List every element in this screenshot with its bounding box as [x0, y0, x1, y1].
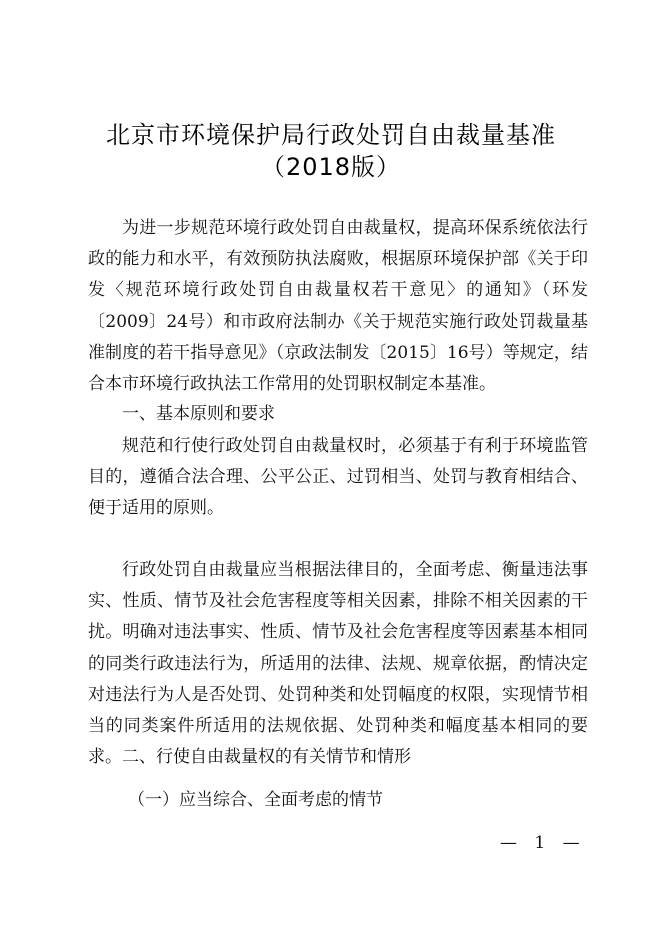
principles-paragraph-2: 行政处罚自由裁量应当根据法律目的，全面考虑、衡量违法事实、性质、情节及社会危害程度等相关因素，排除不相关因素的干扰。明确对违法事实、性质、情节及社会危害程度等因素基本相同的同类行政违法行为，所适用的法律、法规、规章依据，酌情决定对违法行为人是否处罚、处罚种类和处罚幅度的权限，实现情节相当的同类案件所适用的法规依据、处罚种类和幅度基本相同的要求。	[88, 560, 588, 768]
section-heading-principles: 一、基本原则和要求	[122, 404, 275, 424]
principles-paragraph-1: 规范和行使行政处罚自由裁量权时，必须基于有利于环境监管目的，遵循合法合理、公平公正、过罚相当、处罚与教育相结合、便于适用的原则。	[88, 436, 588, 519]
subsection-heading-1: （一）应当综合、全面考虑的情节	[128, 790, 383, 810]
intro-paragraph: 为进一步规范环境行政处罚自由裁量权，提高环保系统依法行政的能力和水平，有效预防执法腐败，根据原环境保护部《关于印发〈规范环境行政处罚自由裁量权若干意见〉的通知》（环发〔2009〕24号）和市政府法制办《关于规范实施行政处罚裁量基准制度的若干指导意见》（京政法制发〔2015〕16号）等规定，结合本市环境行政执法工作常用的处罚职权制定本基准。	[88, 218, 588, 395]
document-title: 北京市环境保护局行政处罚自由裁量基准	[106, 121, 556, 149]
section-heading-circumstances: 二、行使自由裁量权的有关情节和情形	[122, 747, 411, 767]
page-number: — 1 —	[500, 833, 586, 853]
document-edition: （2018版）	[260, 153, 402, 181]
